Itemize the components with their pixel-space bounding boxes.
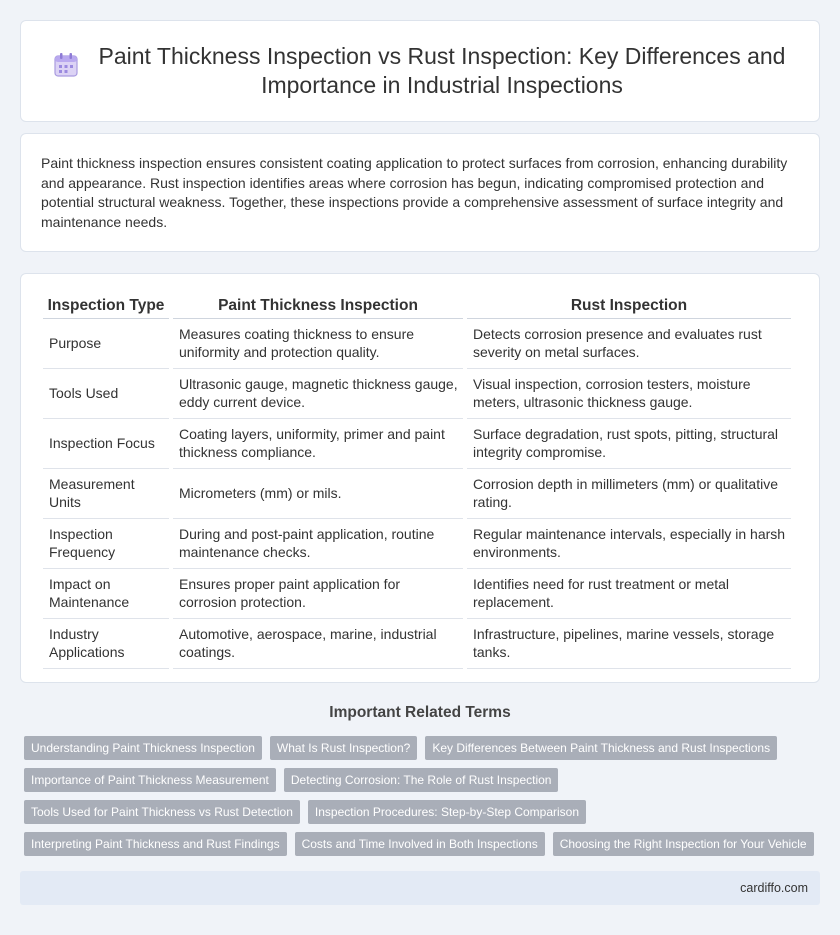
rust-cell: Visual inspection, corrosion testers, moisture meters, ultrasonic thickness gauge.	[467, 369, 791, 419]
related-term-link[interactable]: Understanding Paint Thickness Inspection	[24, 736, 262, 760]
table-row	[43, 319, 791, 369]
related-term-link[interactable]: Key Differences Between Paint Thickness and Rust Inspections	[425, 736, 777, 760]
related-terms-list	[24, 736, 824, 864]
related-term-link[interactable]: Detecting Corrosion: The Role of Rust Inspection	[284, 768, 559, 792]
comparison-card	[20, 273, 820, 683]
footer	[20, 871, 820, 905]
page-title: Paint Thickness Inspection vs Rust Inspection: Key Differences and Importance in Industrial Inspections	[98, 43, 786, 98]
rust-cell: Corrosion depth in millimeters (mm) or qualitative rating.	[467, 469, 791, 519]
column-header-rust: Rust Inspection	[467, 291, 791, 319]
paint-cell: Micrometers (mm) or mils.	[173, 469, 463, 519]
column-header-paint: Paint Thickness Inspection	[173, 291, 463, 319]
title-card	[20, 20, 820, 122]
intro-paragraph: Paint thickness inspection ensures consistent coating application to protect surfaces from corrosion, enhancing durability and appearance. Rust inspection identifies areas where corrosion has begun, indicating compromised protection and potential structural weakness. Together, these inspections provide a comprehensive assessment of surface integrity and maintenance needs.	[41, 155, 788, 230]
comparison-table	[39, 291, 795, 669]
row-label: Inspection Focus	[43, 419, 169, 469]
row-label: Purpose	[43, 319, 169, 369]
calendar-icon	[53, 52, 81, 78]
intro-card	[20, 133, 820, 252]
table-row	[43, 469, 791, 519]
table-row	[43, 419, 791, 469]
related-term-link[interactable]: Costs and Time Involved in Both Inspections	[295, 832, 545, 856]
related-term-link[interactable]: What Is Rust Inspection?	[270, 736, 417, 760]
related-term-link[interactable]: Choosing the Right Inspection for Your Vehicle	[553, 832, 814, 856]
table-header-row	[43, 291, 791, 319]
related-term-link[interactable]: Tools Used for Paint Thickness vs Rust Detection	[24, 800, 300, 824]
row-label: Inspection Frequency	[43, 519, 169, 569]
table-row	[43, 519, 791, 569]
related-term-link[interactable]: Inspection Procedures: Step-by-Step Comparison	[308, 800, 586, 824]
paint-cell: Measures coating thickness to ensure uniformity and protection quality.	[173, 319, 463, 369]
title-wrap	[23, 42, 817, 100]
row-label: Measurement Units	[43, 469, 169, 519]
footer-site-link[interactable]: cardiffo.com	[740, 881, 808, 895]
rust-cell: Regular maintenance intervals, especially in harsh environments.	[467, 519, 791, 569]
rust-cell: Detects corrosion presence and evaluates rust severity on metal surfaces.	[467, 319, 791, 369]
paint-cell: During and post-paint application, routine maintenance checks.	[173, 519, 463, 569]
paint-cell: Ensures proper paint application for corrosion protection.	[173, 569, 463, 619]
paint-cell: Ultrasonic gauge, magnetic thickness gauge, eddy current device.	[173, 369, 463, 419]
row-label: Tools Used	[43, 369, 169, 419]
related-term-link[interactable]: Interpreting Paint Thickness and Rust Findings	[24, 832, 287, 856]
tag-row	[24, 832, 824, 856]
tag-row	[24, 768, 824, 792]
paint-cell: Automotive, aerospace, marine, industrial coatings.	[173, 619, 463, 669]
row-label: Industry Applications	[43, 619, 169, 669]
table-row	[43, 569, 791, 619]
column-header-type: Inspection Type	[43, 291, 169, 319]
table-row	[43, 619, 791, 669]
related-term-link[interactable]: Importance of Paint Thickness Measurement	[24, 768, 276, 792]
paint-cell: Coating layers, uniformity, primer and paint thickness compliance.	[173, 419, 463, 469]
table-row	[43, 369, 791, 419]
rust-cell: Infrastructure, pipelines, marine vessels, storage tanks.	[467, 619, 791, 669]
rust-cell: Surface degradation, rust spots, pitting, structural integrity compromise.	[467, 419, 791, 469]
related-terms-heading: Important Related Terms	[329, 704, 511, 721]
row-label: Impact on Maintenance	[43, 569, 169, 619]
rust-cell: Identifies need for rust treatment or metal replacement.	[467, 569, 791, 619]
tag-row	[24, 736, 824, 760]
tag-row	[24, 800, 824, 824]
